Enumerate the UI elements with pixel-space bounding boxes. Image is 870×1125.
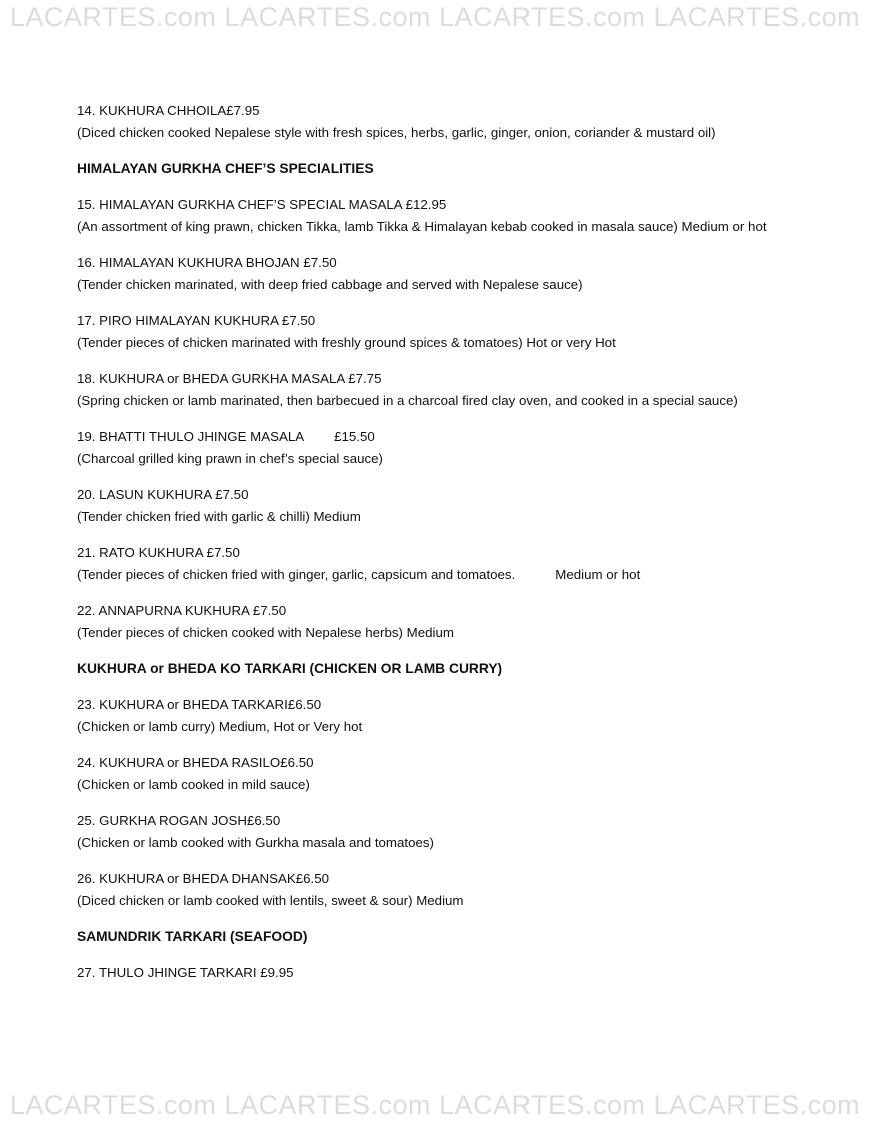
menu-item-title: 21. RATO KUKHURA £7.50: [77, 545, 240, 560]
menu-item-title: 17. PIRO HIMALAYAN KUKHURA £7.50: [77, 313, 316, 328]
menu-item-15: [77, 194, 797, 238]
menu-item-14: [77, 100, 797, 144]
menu-item-20: [77, 484, 797, 528]
menu-item-17: [77, 310, 797, 354]
menu-item-title: 18. KUKHURA or BHEDA GURKHA MASALA £7.75: [77, 371, 382, 386]
menu-item-title: 23. KUKHURA or BHEDA TARKARI£6.50: [77, 697, 322, 712]
menu-item-description: (Diced chicken or lamb cooked with lentils, sweet & sour) Medium: [77, 893, 464, 908]
menu-item-22: [77, 600, 797, 644]
menu-item-title: 14. KUKHURA CHHOILA£7.95: [77, 103, 260, 118]
menu-item-title: 24. KUKHURA or BHEDA RASILO£6.50: [77, 755, 314, 770]
menu-item-title: 27. THULO JHINGE TARKARI £9.95: [77, 965, 294, 980]
menu-item-title: 20. LASUN KUKHURA £7.50: [77, 487, 249, 502]
menu-item-description: (Chicken or lamb curry) Medium, Hot or Very hot: [77, 719, 363, 734]
menu-item-description: (Tender pieces of chicken cooked with Nepalese herbs) Medium: [77, 625, 454, 640]
menu-item-23: [77, 694, 797, 738]
menu-item-title: 25. GURKHA ROGAN JOSH£6.50: [77, 813, 281, 828]
section-heading-curry: KUKHURA or BHEDA KO TARKARI (CHICKEN OR LAMB CURRY): [77, 661, 503, 676]
menu-item-description-row: [77, 564, 797, 586]
menu-item-25: [77, 810, 797, 854]
section-heading-seafood: SAMUNDRIK TARKARI (SEAFOOD): [77, 929, 308, 944]
menu-item-description: (Chicken or lamb cooked in mild sauce): [77, 777, 310, 792]
menu-item-title-row: [77, 426, 797, 448]
menu-item-21: [77, 542, 797, 586]
watermark-top: LACARTES.com LACARTES.com LACARTES.com LACARTES.com: [9, 2, 861, 32]
menu-item-price: £15.50: [334, 429, 375, 444]
menu-item-16: [77, 252, 797, 296]
menu-item-title: 15. HIMALAYAN GURKHA CHEF’S SPECIAL MASALA £12.95: [77, 197, 447, 212]
menu-item-description: (Tender pieces of chicken fried with ginger, garlic, capsicum and tomatoes.: [77, 567, 516, 582]
section-heading-chef-specialities: HIMALAYAN GURKHA CHEF’S SPECIALITIES: [77, 161, 374, 176]
menu-item-26: [77, 868, 797, 912]
menu-item-title: 16. HIMALAYAN KUKHURA BHOJAN £7.50: [77, 255, 337, 270]
menu-item-18: [77, 368, 797, 412]
menu-page: [77, 100, 797, 998]
menu-item-title: 19. BHATTI THULO JHINGE MASALA: [77, 429, 305, 444]
menu-item-heat: Medium or hot: [555, 567, 641, 582]
menu-item-description: (Chicken or lamb cooked with Gurkha masala and tomatoes): [77, 835, 434, 850]
menu-item-27: [77, 962, 797, 984]
menu-item-19: [77, 426, 797, 470]
menu-item-description: (Diced chicken cooked Nepalese style with fresh spices, herbs, garlic, ginger, onion, coriander & mustard oil): [77, 125, 716, 140]
watermark-bottom: LACARTES.com LACARTES.com LACARTES.com LACARTES.com: [9, 1090, 861, 1120]
menu-item-description: (Charcoal grilled king prawn in chef’s special sauce): [77, 451, 383, 466]
menu-item-description: (Tender chicken fried with garlic & chilli) Medium: [77, 509, 361, 524]
menu-item-title: 22. ANNAPURNA KUKHURA £7.50: [77, 603, 287, 618]
menu-item-description: (Tender chicken marinated, with deep fried cabbage and served with Nepalese sauce): [77, 277, 583, 292]
menu-item-24: [77, 752, 797, 796]
menu-item-description: (Spring chicken or lamb marinated, then barbecued in a charcoal fired clay oven, and cooked in a special sauce): [77, 393, 738, 408]
menu-item-description: (An assortment of king prawn, chicken Tikka, lamb Tikka & Himalayan kebab cooked in masala sauce) Medium or hot: [77, 219, 767, 234]
menu-item-description: (Tender pieces of chicken marinated with freshly ground spices & tomatoes) Hot or very Hot: [77, 335, 616, 350]
menu-item-title: 26. KUKHURA or BHEDA DHANSAK£6.50: [77, 871, 330, 886]
